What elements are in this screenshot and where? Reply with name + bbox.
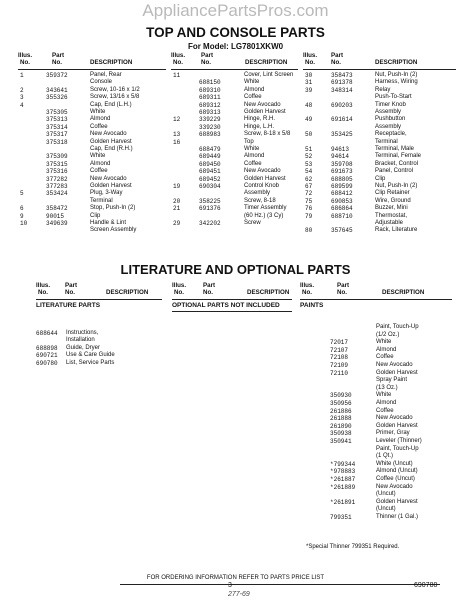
part-no: 350941 [330,438,352,445]
illus-no: 3 [20,94,24,102]
illus-no: 67 [305,183,313,190]
part-no: 688805 [331,175,353,183]
illus-no: 54 [305,168,313,176]
part-no: 689451 [199,168,221,176]
handwritten-note: 277-69 [228,591,250,598]
description: (13 Oz.) [376,384,398,391]
illus-no: 80 [305,227,313,235]
part-no: 375314 [46,123,68,131]
description: Assembly [375,109,402,115]
illus-no: 75 [305,197,313,205]
description: Panel, Rear [90,72,122,78]
description: Installation [66,337,95,344]
description: Almond [244,86,265,93]
part-no: 375309 [46,153,68,161]
description: Golden Harvest [376,498,418,505]
description: Spray Paint [376,377,408,384]
illus-no: 30 [305,72,313,79]
illus-no: 39 [305,86,313,94]
part-no: 375305 [46,109,68,116]
description: Almond [244,153,265,160]
description: Assembly [375,123,402,130]
description: White (Uncut) [376,460,413,467]
part-no: 358225 [199,197,221,205]
description: Nut, Push-In (2) [375,183,418,189]
description: Handle & Lint [90,220,127,226]
part-no: 375317 [46,131,68,139]
illus-no: 49 [305,116,313,124]
illus-no: 9 [20,212,24,220]
lit-section-label: LITERATURE PARTS [36,302,101,309]
description: Screw, 10-16 x 1/2 [90,86,140,93]
description: New Avocado [244,168,281,175]
description: New Avocado [376,415,413,422]
description: Panel, Control [375,168,414,175]
description: Stop, Push-In (2) [90,205,136,212]
description: Clip [375,175,386,182]
description: Nut, Push-In (2) [375,72,418,78]
description: Assembly [244,190,271,197]
part-no: 691378 [331,79,353,87]
part-no: 359372 [46,72,68,79]
part-no: 689311 [199,94,221,102]
part-no: *978883 [330,468,356,476]
model-line: For Model: LG7801XKW0 [187,42,284,51]
illus-no: 21 [173,205,181,213]
part-no: 690721 [36,352,58,360]
part-no: 72110 [330,369,349,377]
part-no: *799344 [330,460,356,468]
description: Clip [90,212,101,219]
illus-no: 1 [20,72,24,79]
description: Terminal, Male [375,146,415,152]
page-title: TOP AND CONSOLE PARTS [146,25,325,40]
illus-no: 20 [173,197,181,205]
description: (60 Hz.) (3 Cy) [244,212,284,219]
description: Timer Knob [375,101,406,108]
special-note: *Special Thinner 799351 Required. [306,544,400,550]
part-no: 690853 [331,197,353,205]
part-no: 72107 [330,346,349,354]
illus-no: 11 [173,72,181,79]
part-no: 689312 [199,101,221,109]
part-no: 688644 [36,330,58,337]
part-no: 689310 [199,86,221,94]
description: Clip Retainer [375,190,410,197]
part-no: 377283 [46,183,68,190]
part-no: *261887 [330,476,356,483]
description: Paint, Touch-Up [376,445,419,452]
description: Bracket, Control [375,160,419,167]
description: Coffee [90,123,108,130]
description: Console [90,79,113,86]
description: White [90,153,106,160]
description: Coffee (Uncut) [376,476,415,482]
description: White [376,392,392,399]
illus-no: 31 [305,79,313,87]
description: Golden Harvest [244,175,286,182]
description: Thinner (1 Gal.) [376,514,419,520]
illus-no: 2 [20,86,24,94]
part-no: 94613 [331,146,350,153]
section-title: LITERATURE AND OPTIONAL PARTS [120,262,351,277]
part-no: *261889 [330,483,356,491]
divider [120,584,440,585]
description: Coffee [90,168,108,175]
illus-no: 12 [173,116,181,124]
part-no: 688710 [331,212,353,220]
description: (Uncut) [376,491,396,498]
part-no: 353425 [331,131,353,139]
part-no: 689450 [199,160,221,168]
illus-no: 6 [20,205,24,213]
description: Control Knob [244,183,280,189]
doc-number: 690780 [414,582,438,589]
description: Almond [376,400,397,406]
description: New Avocado [376,483,413,490]
part-no: 375313 [46,116,68,124]
part-no: 350938 [330,430,352,438]
illus-no: 51 [305,146,313,153]
part-no: 261888 [330,415,352,423]
part-no: 690304 [199,183,221,190]
description: Timer Assembly [244,205,287,212]
description: Almond [90,116,111,123]
illus-no: 76 [305,205,313,213]
illus-no: 48 [305,101,313,109]
description: Almond [90,160,111,167]
description: Adjustable [375,220,404,226]
divider [171,69,298,70]
part-no: 688898 [36,344,58,352]
part-no: 349639 [46,220,68,227]
description: Screw, 13/16 x 5/8 [90,94,140,101]
part-no: 799351 [330,514,352,521]
description: Guide, Dryer [66,344,101,351]
description: Rack, Literature [375,227,418,234]
part-no: 690780 [36,359,58,367]
description: Harness, Wiring [375,79,418,86]
illus-no: 16 [173,138,181,146]
part-no: 90015 [46,212,65,220]
description: Thermostat, [375,212,408,219]
part-no: 686864 [331,205,353,213]
part-no: 350930 [330,392,352,400]
part-no: 375318 [46,138,68,146]
part-no: 688479 [199,146,221,153]
description: Cover, Lint Screen [244,72,294,78]
description: Push-To-Start [375,94,412,101]
part-no: 343641 [46,86,68,94]
illus-no: 52 [305,153,313,161]
description: Golden Harvest [90,138,132,145]
description: Coffee [376,354,394,361]
description: Screw, 8-18 [244,197,276,204]
description: (1/2 Oz.) [376,331,400,338]
part-no: 358472 [46,205,68,213]
illus-no: 53 [305,160,313,168]
part-no: 689449 [199,153,221,161]
part-no: 689313 [199,109,221,116]
illus-no: 62 [305,175,313,183]
part-no: 375315 [46,160,68,168]
part-no: 357645 [331,227,353,235]
description: White [244,79,260,86]
illus-no: 5 [20,190,24,198]
part-no: 94614 [331,153,350,161]
description: Coffee [376,407,394,414]
part-no: 689452 [199,175,221,183]
description: White [244,146,260,152]
description: Screw, 8-18 x 5/8 [244,131,291,138]
divider [172,311,292,312]
page-number: 3 [228,582,232,589]
description: Cap, End (R.H.) [90,146,133,152]
divider [172,299,292,300]
description: White [376,339,392,346]
part-no: 261890 [330,422,352,430]
description: Golden Harvest [376,422,418,429]
description: Primer, Gray [376,430,410,437]
parts-page: AppliancePartsPros.com TOP AND CONSOLE PARTS For Model: LG7801XKW0 Illus. No. Part No. DESCRIPTION Illus. No. Part No. DESCRIPTION Illus. No. Part No. DESCRIPTION 1 359372 Panel, Rear Console 2 343641 Screw, 10-16 x 1/2 3 355326 Screw, 13/16 x 5/8 4 Cap, End (L.H.) 375305 White 375313 Almond 375314 Coffee 375317 New Avocado 375318 Golden Harvest Cap, End (R.H.) 375309 White 375315 Almond 375316 Coffee 377282 New Avocado 377283 Golden Harvest 5 353424 Plug, 3-Way Terminal 6 358472 Stop, Push-In (2) 9 90015 Clip 10 349639 Handle & Lint Screen Assembly 11 Cover, Lint Screen 688150 White 689310 Almond 689311 Coffee 689312 New Avocado 689313 Golden Harvest 12 339229 Hinge, R.H. 339230 Hinge, L.H. 13 688983 Screw, 8-18 x 5/8 16 Top 688479 White 689449 Almond 689450 Coffee 689451 New Avocado 689452 Golden Harvest 19 690304 Control Knob Assembly 20 358225 Screw, 8-18 21 691376 Timer Assembly (60 Hz.) (3 Cy) 29 342202 Screw 30 358473 Nut, Push-In (2) 31 691378 Harness, Wiring 39 348314 Relay Push-To-Start 48 690203 Timer Knob Assembly 49 691614 Pushbutton Assembly 50 353425 Receptacle, Terminal 51 94613 Terminal, Male 52 94614 Terminal, Female 53 359708 Bracket, Control 54 691673 Panel, Control 62 688805 Clip 67 689599 Nut, Push-In (2) 72 688412 Clip Retainer 75 690853 Wire, Ground 76 686864 Buzzer, Mini 79 688710 Thermostat, Adjustable 80 357645 Rack, Literature LITERATURE AND OPTIONAL PARTS Illus. No. Part No. DESCRIPTION Illus. No. Part No. DESCRIPTION Illus. No. Part No. DESCRIPTION LITERATURE PARTS OPTIONAL PARTS NOT INCLUDED PAINTS 688644 Instructions, Installation 688898 Guide, Dryer 690721 Use & Care Guide 690780 List, Service Parts Paint, Touch-Up (1/2 Oz.) 72017 White 72107 Almond 72108 Coffee 72109 New Avocado 72110 Golden Harvest Spray Paint (13 Oz.) 350930 White 350956 Almond 261886 Coffee 261888 New Avocado 261890 Golden Harvest 350938 Primer, Gray 350941 Leveler (Thinner) Paint, Touch-Up (1 Qt.) *799344 White (Uncut) *978883 Almond (Uncut) *261887 Coffee (Uncut) *261889 New Avocado (Uncut) *261891 Golden Harvest (Uncut) 799351 Thinner (1 Gal.) *Special Thinner 799351 Required. FOR ORDERING INFORMATION REFER TO PARTS PRICE LIST 3 690780 277-69 [0,0,471,600]
part-no: *261891 [330,498,356,506]
description: List, Service Parts [66,359,115,366]
description: (Uncut) [376,506,396,513]
part-no: 688983 [199,131,221,139]
part-no: 350956 [330,400,352,407]
part-no: 339230 [199,123,221,131]
description: Screw [244,220,261,226]
part-no: 375316 [46,168,68,176]
part-no: 358473 [331,72,353,79]
description: White [90,109,106,115]
part-no: 690203 [331,101,353,109]
description: New Avocado [244,101,281,108]
part-no: 261886 [330,407,352,415]
description: Relay [375,86,391,93]
description: Pushbutton [375,116,406,123]
illus-no: 4 [20,101,24,109]
divider [36,299,162,300]
description: Paint, Touch-Up [376,324,419,330]
part-no: 342202 [199,220,221,227]
description: Use & Care Guide [66,352,115,359]
part-no: 353424 [46,190,68,198]
opt-section-label: OPTIONAL PARTS NOT INCLUDED [172,302,280,309]
divider [303,69,456,70]
description: (1 Qt.) [376,453,394,460]
illus-no: 13 [173,131,181,139]
part-no: 688412 [331,190,353,198]
part-no: 377282 [46,175,68,183]
description: Screen Assembly [90,227,137,234]
description: Terminal, Female [375,153,422,160]
part-no: 348314 [331,86,353,94]
illus-no: 79 [305,212,313,220]
watermark: AppliancePartsPros.com [142,1,329,20]
description: Top [244,138,254,145]
description: Coffee [244,94,262,101]
description: Hinge, L.H. [244,123,275,130]
part-no: 72017 [330,339,349,347]
description: New Avocado [376,362,413,368]
illus-no: 10 [20,220,28,227]
description: Coffee [244,160,262,167]
description: Terminal [90,197,113,204]
description: New Avocado [90,131,127,138]
part-no: 72109 [330,362,349,369]
part-no: 691614 [331,116,353,124]
illus-no: 50 [305,131,313,139]
part-no: 688150 [199,79,221,87]
description: Hinge, R.H. [244,116,276,123]
footer-note: FOR ORDERING INFORMATION REFER TO PARTS PRICE LIST [146,575,325,581]
part-no: 691673 [331,168,353,176]
part-no: 355326 [46,94,68,102]
illus-no: 72 [305,190,313,198]
description: Terminal [375,138,398,145]
description: New Avocado [90,175,127,182]
description: Golden Harvest [90,183,132,189]
part-no: 72108 [330,354,349,362]
paints-section-label: PAINTS [300,302,324,309]
description: Golden Harvest [376,369,418,376]
description: Cap, End (L.H.) [90,101,132,108]
divider [300,299,452,300]
part-no: 689599 [331,183,353,190]
description: Almond (Uncut) [376,468,418,475]
description: Receptacle, [375,131,407,138]
divider [18,69,166,70]
part-no: 359708 [331,160,353,168]
description: Buzzer, Mini [375,205,408,212]
part-no: 691376 [199,205,221,213]
description: Almond [376,346,397,353]
description: Wire, Ground [375,197,411,204]
description: Plug, 3-Way [90,190,123,197]
part-no: 339229 [199,116,221,124]
illus-no: 29 [173,220,181,227]
description: Golden Harvest [244,109,286,115]
illus-no: 19 [173,183,181,190]
description: Instructions, [66,330,99,336]
description: Leveler (Thinner) [376,438,422,444]
